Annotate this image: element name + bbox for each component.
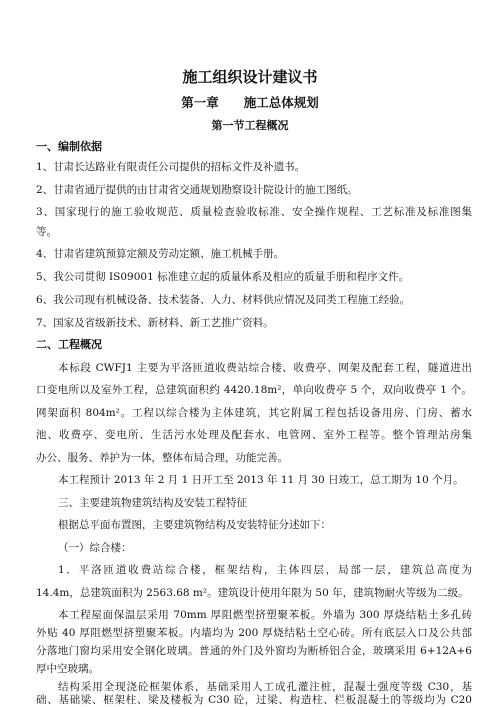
basis-item: 等。	[36, 226, 57, 238]
overview-heading: 二、工程概况	[36, 338, 102, 351]
basis-item: 1、甘肃长达路业有限责任公司提供的招标文件及补遗书。	[36, 161, 306, 173]
paragraph-line: 外贴 40 厚阻燃型挤塑聚苯板。内墙均为 200 厚烧结粘土空心砖。所有底层入口及公共部	[36, 627, 472, 639]
basis-heading: 一、编制依据	[36, 140, 102, 153]
paragraph-line: 本工程屋面保温层采用 70mm 厚阻燃型挤塑聚苯板。外墙为 300 厚烧结粘土多孔砖	[58, 609, 472, 621]
basis-item: 5、我公司贯彻 IS09001 标准建立起的质量体系及相应的质量手册和程序文件。	[36, 271, 410, 283]
paragraph-line: 办公、服务、养护为一体，整体布局合理，功能完善。	[36, 452, 288, 464]
section-heading: 第一节工程概况	[211, 119, 289, 132]
subheading: 三、主要建筑物建筑结构及安装工程特征	[58, 497, 247, 509]
document-title: 施工组织设计建议书	[182, 68, 318, 86]
paragraph-line: 网架面积 804m²。工程以综合楼为主体建筑，其它附属工程包括设备用房、门房、蓄水	[36, 407, 472, 419]
paragraph-line: 14.4m，总建筑面积为 2563.68 m²。建筑设计使用年限为 50 年，建筑物耐火等级为二级。	[36, 587, 469, 599]
paragraph-line: 口变电所以及室外工程，总建筑面积约 4420.18m²，单向收费亭 5 个，双向收费亭 1 个。	[36, 384, 472, 396]
paragraph-line: 厚中空玻璃。	[36, 663, 99, 675]
basis-item: 4、甘肃省建筑预算定额及劳动定额、施工机械手册。	[36, 248, 285, 260]
basis-item: 2、甘肃省通厅提供的由甘肃省交通规划勘察设计院设计的施工图纸。	[36, 184, 358, 196]
paragraph-line: 池、收费亭、变电所、生活污水处理及配套水、电管网、室外工程等。整个管理站房集	[36, 429, 472, 441]
paragraph-line: 1．平洛匝道收费站综合楼，框架结构，主体四层，局部一层，建筑总高度为	[58, 564, 472, 576]
basis-item: 7、国家及省级新技术、新材料、新工艺推广资料。	[36, 317, 274, 329]
chapter-heading: 第一章 施工总体规划	[181, 95, 319, 110]
subheading: （一）综合楼：	[58, 542, 132, 554]
paragraph-line: 分落地门窗均采用安全钢化玻璃。普通的外门及外窗均为断桥铝合金，玻璃采用 6+12A+6	[36, 645, 472, 657]
paragraph-line: 根据总平面布置图，主要建筑物结构及安装特征分述如下：	[58, 519, 331, 531]
paragraph-line: 本标段 CWFJ1 主要为平洛匝道收费站综合楼、收费亭、网架及配套工程，隧道进出	[58, 362, 472, 374]
paragraph-line: 础、基础梁、框架柱、梁及楼板为 C30 砼，过梁、构造柱、栏板混凝土的等级均为 C20	[36, 694, 472, 706]
basis-item: 3、国家现行的施工验收规范、质量检查验收标准、安全操作规程、工艺标准及标准图集	[36, 206, 472, 218]
paragraph-line: 结构采用全现浇砼框架体系，基础采用人工成孔灌注桩，混凝土强度等级 C30，基	[58, 681, 472, 693]
paragraph-line: 本工程预计 2013 年 2 月 1 日开工至 2013 年 11 月 30 日竣工，总工期为 10 个月。	[58, 474, 464, 486]
basis-item: 6、我公司现有机械设备、技术装备、人力、材料供应情况及同类工程施工经验。	[36, 294, 411, 306]
